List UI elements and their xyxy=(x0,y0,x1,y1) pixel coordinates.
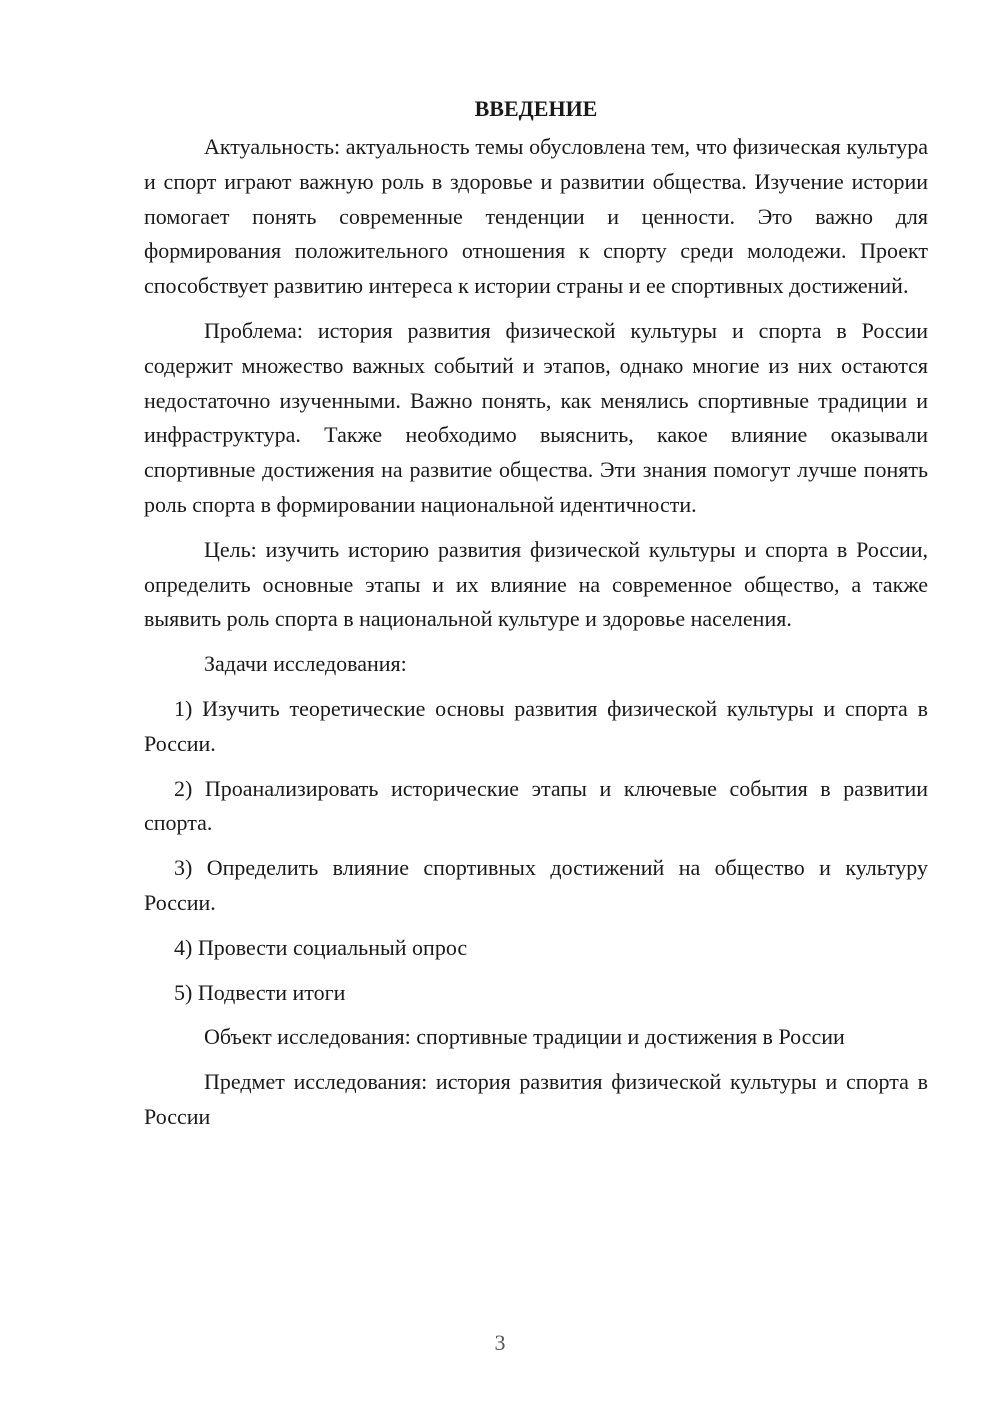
task-item-3: 3) Определить влияние спортивных достижений на общество и культуру России. xyxy=(144,855,928,915)
problem-paragraph: Проблема: история развития физической культуры и спорта в России содержит множество важных событий и этапов, однако многие из них остаются недостаточно изученными. Важно понять, как менялись спортивные традиции и инфраструктура. Также необходимо выяснить, какое влияние оказывали спортивные достижения на развитие общества. Эти знания помогут лучше понять роль спорта в формировании национальной идентичности. xyxy=(144,317,928,517)
task-item-4: 4) Провести социальный опрос xyxy=(174,934,468,960)
document-page xyxy=(144,92,928,1135)
relevance-paragraph: Актуальность: актуальность темы обусловлена тем, что физическая культура и спорт играют важную роль в здоровье и развитии общества. Изучение истории помогает понять современные тенденции и ценности. Это важно для формирования положительного отношения к спорту среди молодежи. Проект способствует развитию интереса к истории страны и ее спортивных достижений. xyxy=(144,134,928,299)
task-item-1: 1) Изучить теоретические основы развития физической культуры и спорта в России. xyxy=(144,695,928,756)
page-number: 3 xyxy=(494,1330,506,1355)
subject-paragraph: Предмет исследования: история развития физической культуры и спорта в России xyxy=(144,1069,928,1129)
tasks-list xyxy=(144,692,928,1010)
section-title: ВВЕДЕНИЕ xyxy=(474,96,598,121)
goal-paragraph: Цель: изучить историю развития физической культуры и спорта в России, определить основные этапы и их влияние на современное общество, а также выявить роль спорта в национальной культуре и здоровье населения. xyxy=(144,536,928,632)
object-paragraph: Объект исследования: спортивные традиции и достижения в России xyxy=(204,1024,845,1050)
tasks-heading: Задачи исследования: xyxy=(204,651,407,677)
task-item-2: 2) Проанализировать исторические этапы и ключевые события в развитии спорта. xyxy=(144,775,928,836)
task-item-5: 5) Подвести итоги xyxy=(174,979,346,1005)
